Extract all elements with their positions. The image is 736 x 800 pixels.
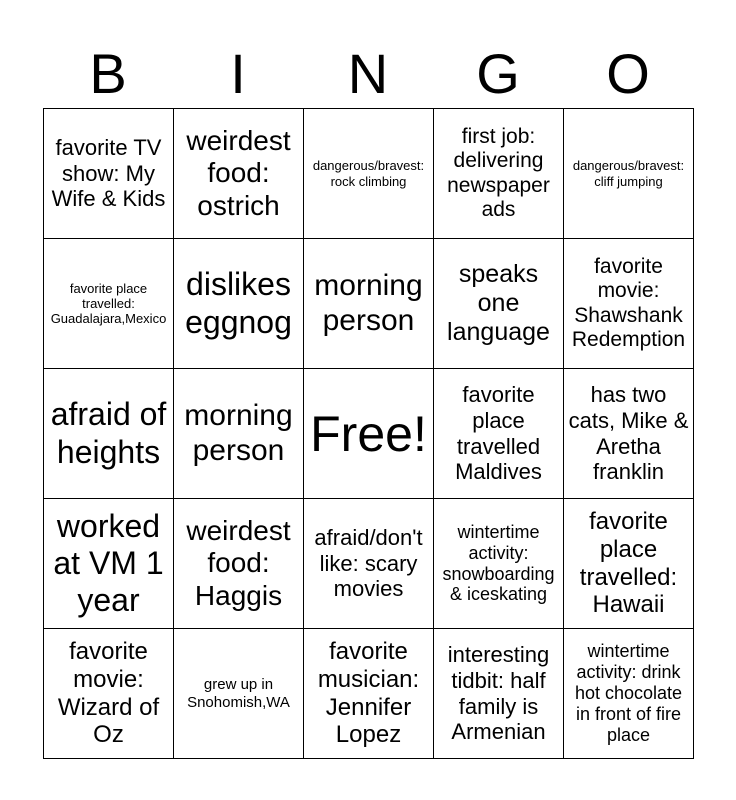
header-letter-g: G bbox=[476, 42, 520, 105]
bingo-cell[interactable]: interesting tidbit: half family is Armenian bbox=[434, 629, 564, 759]
bingo-cell[interactable]: favorite place travelled: Guadalajara,Mexico bbox=[44, 239, 174, 369]
bingo-cell[interactable]: weirdest food: ostrich bbox=[174, 109, 304, 239]
bingo-cell[interactable]: favorite TV show: My Wife & Kids bbox=[44, 109, 174, 239]
bingo-cell[interactable]: has two cats, Mike & Aretha franklin bbox=[564, 369, 694, 499]
bingo-cell[interactable]: morning person bbox=[304, 239, 434, 369]
bingo-cell[interactable]: afraid/don't like: scary movies bbox=[304, 499, 434, 629]
bingo-cell[interactable]: grew up in Snohomish,WA bbox=[174, 629, 304, 759]
bingo-cell[interactable]: dislikes eggnog bbox=[174, 239, 304, 369]
header-letter-i: I bbox=[230, 42, 246, 105]
bingo-header bbox=[43, 40, 693, 108]
bingo-cell[interactable]: favorite musician: Jennifer Lopez bbox=[304, 629, 434, 759]
bingo-cell[interactable]: favorite movie: Wizard of Oz bbox=[44, 629, 174, 759]
bingo-board bbox=[43, 108, 694, 759]
board-row bbox=[44, 239, 694, 369]
bingo-cell[interactable]: favorite movie: Shawshank Redemption bbox=[564, 239, 694, 369]
bingo-cell[interactable]: morning person bbox=[174, 369, 304, 499]
bingo-cell[interactable]: afraid of heights bbox=[44, 369, 174, 499]
bingo-cell[interactable]: weirdest food: Haggis bbox=[174, 499, 304, 629]
bingo-cell[interactable]: first job: delivering newspaper ads bbox=[434, 109, 564, 239]
bingo-cell[interactable]: dangerous/bravest: rock climbing bbox=[304, 109, 434, 239]
header-letter-o: O bbox=[606, 42, 650, 105]
board-row bbox=[44, 499, 694, 629]
bingo-cell[interactable]: favorite place travelled Maldives bbox=[434, 369, 564, 499]
board-row bbox=[44, 629, 694, 759]
board-row bbox=[44, 369, 694, 499]
header-letter-b: B bbox=[89, 42, 127, 105]
bingo-cell[interactable]: dangerous/bravest: cliff jumping bbox=[564, 109, 694, 239]
bingo-cell[interactable]: worked at VM 1 year bbox=[44, 499, 174, 629]
bingo-cell[interactable]: favorite place travelled: Hawaii bbox=[564, 499, 694, 629]
bingo-cell[interactable]: wintertime activity: snowboarding & iceskating bbox=[434, 499, 564, 629]
free-space[interactable]: Free! bbox=[304, 369, 434, 499]
bingo-cell[interactable]: speaks one language bbox=[434, 239, 564, 369]
bingo-cell[interactable]: wintertime activity: drink hot chocolate in front of fire place bbox=[564, 629, 694, 759]
header-letter-n: N bbox=[347, 42, 389, 105]
board-row bbox=[44, 109, 694, 239]
